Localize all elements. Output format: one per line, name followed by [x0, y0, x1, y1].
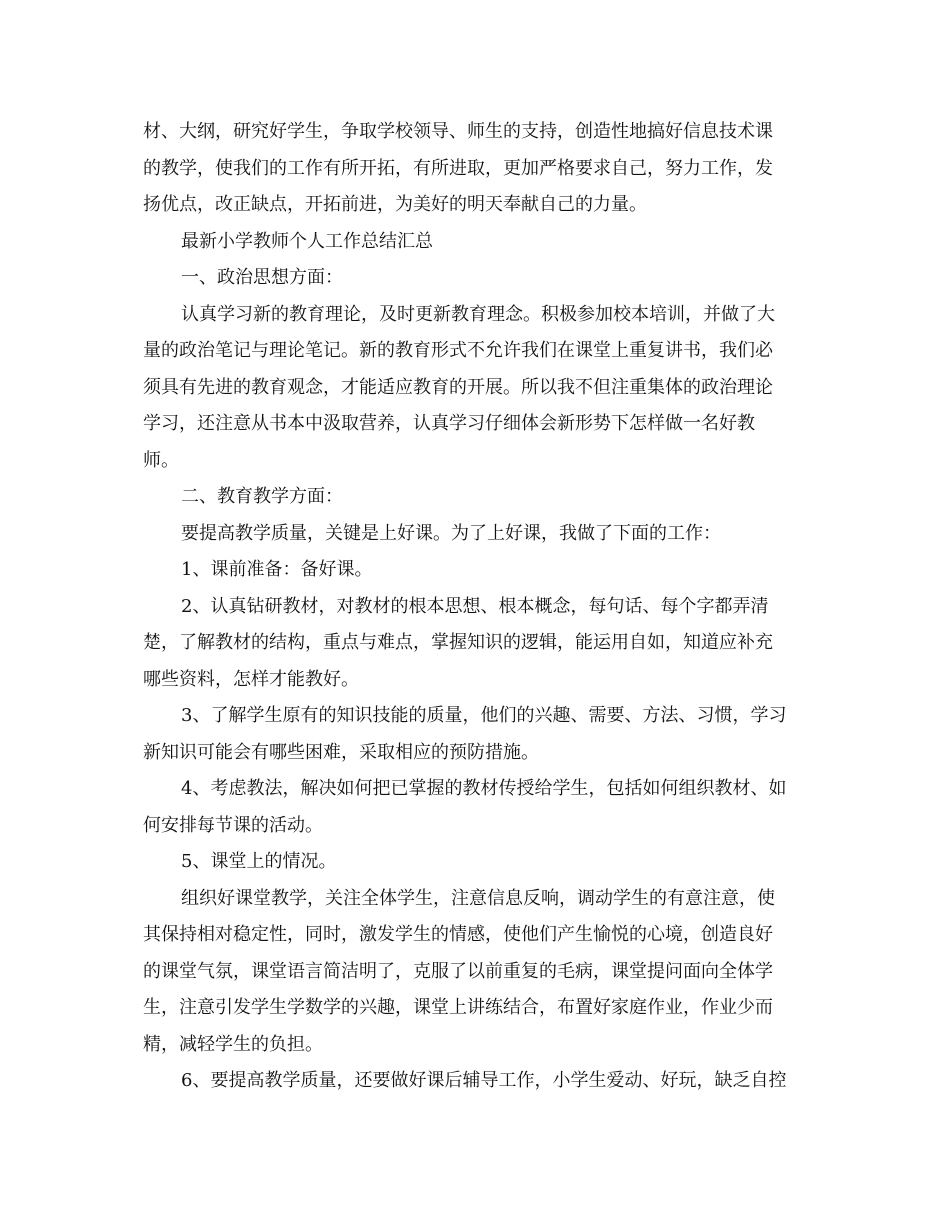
text-line: 楚，了解教材的结构，重点与难点，掌握知识的逻辑，能运用自如，知道应补充 — [143, 632, 773, 653]
text-line: 师。 — [143, 449, 179, 471]
list-item: 6、要提高教学质量，还要做好课后辅导工作，小学生爱动、好玩，缺乏自控 — [181, 1070, 787, 1091]
text-line: 的课堂气氛，课堂语言简洁明了，克服了以前重复的毛病，课堂提问面向全体学 — [143, 960, 773, 982]
section-title: 最新小学教师个人工作总结汇总 — [181, 230, 433, 252]
text-line: 学习，还注意从书本中汲取营养，认真学习仔细体会新形势下怎样做一名好教 — [143, 413, 755, 434]
list-item: 1、课前准备：备好课。 — [181, 559, 373, 580]
section-heading: 二、教育教学方面： — [181, 486, 343, 507]
list-item: 5、课堂上的情况。 — [181, 851, 337, 872]
document-body — [143, 114, 809, 1100]
text-line: 须具有先进的教育观念，才能适应教育的开展。所以我不但注重集体的政治理论 — [143, 376, 773, 398]
text-line: 组织好课堂教学，关注全体学生，注意信息反响，调动学生的有意注意，使 — [181, 887, 775, 909]
list-item: 3、了解学生原有的知识技能的质量，他们的兴趣、需要、方法、习惯，学习 — [181, 705, 787, 726]
text-line: 其保持相对稳定性，同时，激发学生的情感，使他们产生愉悦的心境，创造良好 — [143, 924, 773, 945]
text-line: 的教学，使我们的工作有所开拓，有所进取，更加严格要求自己，努力工作，发 — [143, 157, 773, 179]
list-item: 4、考虑教法，解决如何把已掌握的教材传授给学生，包括如何组织教材、如 — [181, 778, 787, 799]
text-line: 哪些资料，怎样才能教好。 — [143, 668, 359, 690]
text-line: 认真学习新的教育理论，及时更新教育理念。积极参加校本培训，并做了大 — [181, 303, 775, 325]
text-line: 材、大纲，研究好学生，争取学校领导、师生的支持，创造性地搞好信息技术课 — [143, 121, 773, 142]
text-line: 要提高教学质量，关键是上好课。为了上好课，我做了下面的工作： — [181, 522, 721, 544]
text-line: 扬优点，改正缺点，开拓前进，为美好的明天奉献自己的力量。 — [143, 194, 647, 215]
list-item: 2、认真钻研教材，对教材的根本思想、根本概念，每句话、每个字都弄清 — [181, 595, 769, 617]
text-line: 精，减轻学生的负担。 — [143, 1033, 323, 1055]
text-line: 何安排每节课的活动。 — [143, 814, 323, 836]
section-heading: 一、政治思想方面： — [181, 267, 343, 288]
text-line: 新知识可能会有哪些困难，采取相应的预防措施。 — [143, 741, 539, 763]
text-line: 生，注意引发学生学数学的兴趣，课堂上讲练结合，布置好家庭作业，作业少而 — [143, 997, 773, 1018]
text-line: 量的政治笔记与理论笔记。新的教育形式不允许我们在课堂上重复讲书，我们必 — [143, 340, 773, 361]
